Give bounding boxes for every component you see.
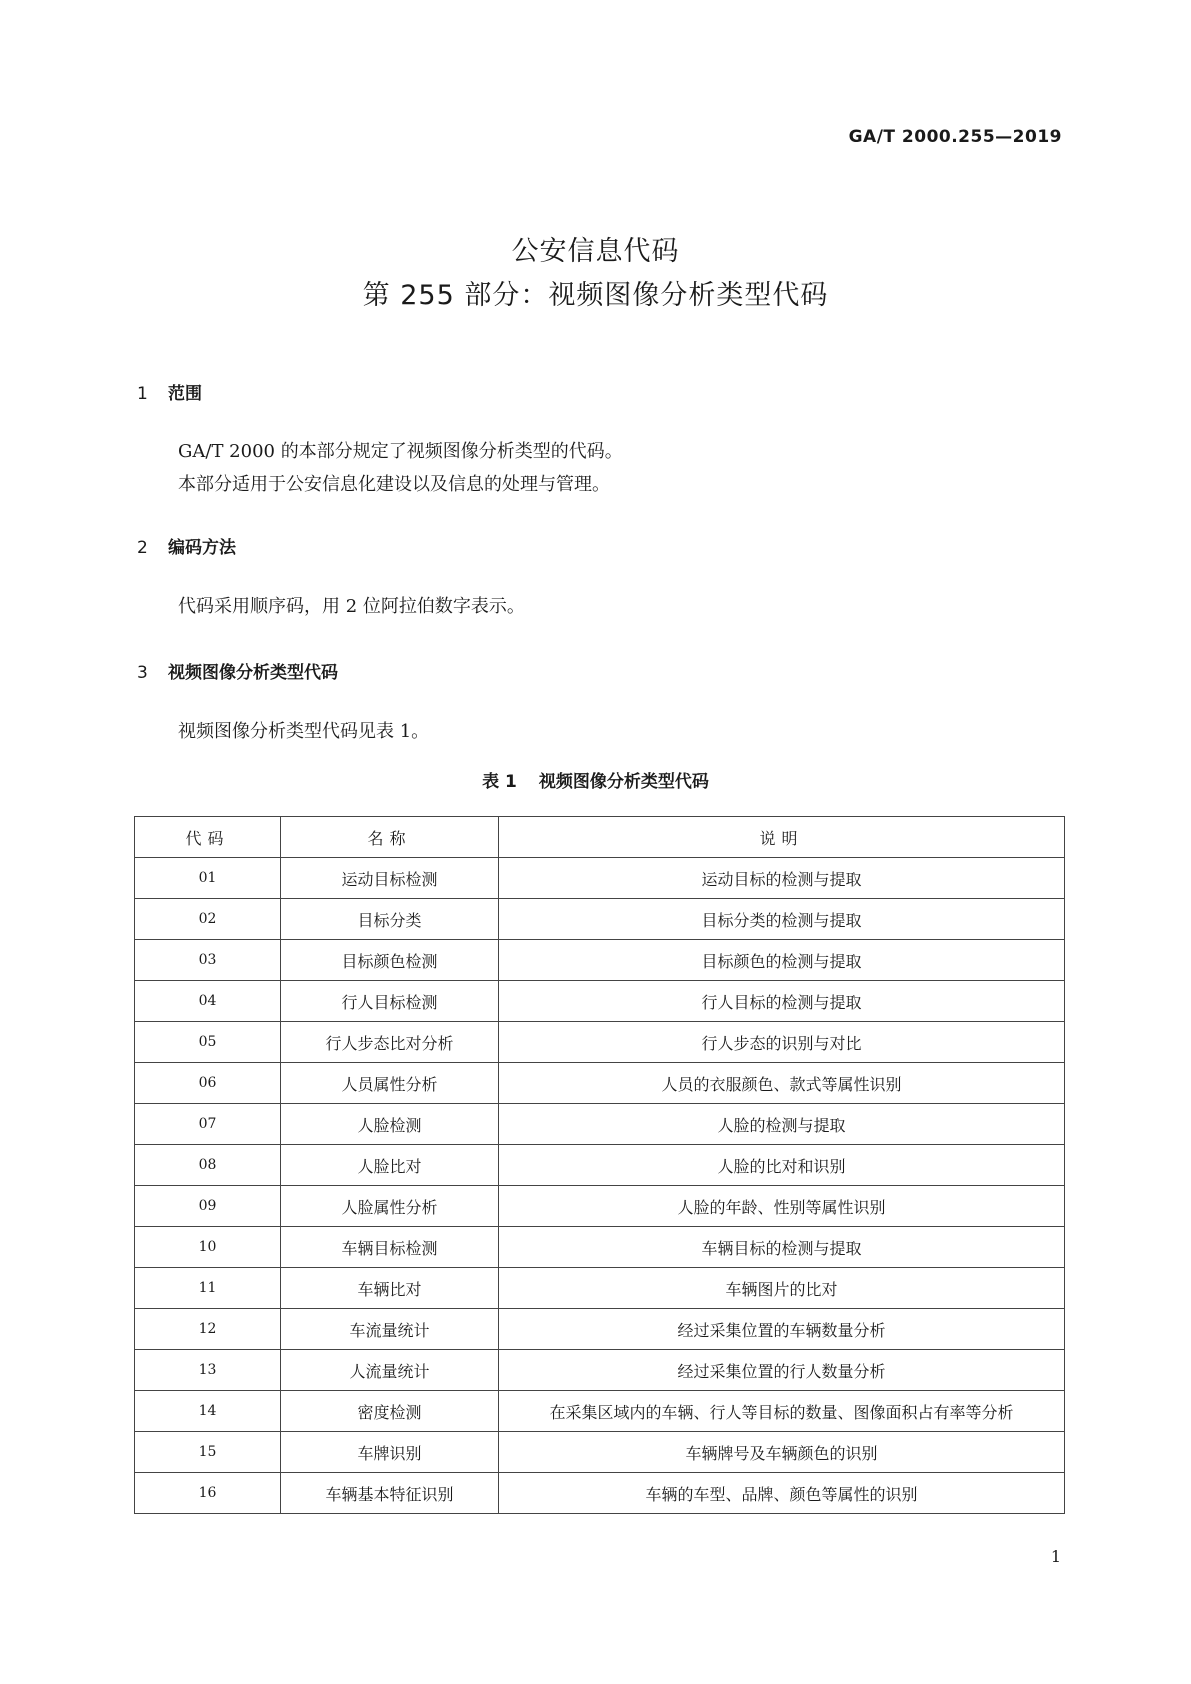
code-cell: 06	[135, 1063, 281, 1104]
code-cell: 05	[135, 1022, 281, 1063]
code-cell: 07	[135, 1104, 281, 1145]
section-number: 1	[137, 384, 148, 404]
table-row	[135, 1268, 1065, 1309]
name-cell: 人脸属性分析	[281, 1186, 499, 1227]
description-cell: 人脸的检测与提取	[499, 1104, 1065, 1145]
code-cell: 10	[135, 1227, 281, 1268]
table-row	[135, 1104, 1065, 1145]
table-row	[135, 1350, 1065, 1391]
description-cell: 行人步态的识别与对比	[499, 1022, 1065, 1063]
description-cell: 车辆的车型、品牌、颜色等属性的识别	[499, 1473, 1065, 1514]
section-title: 编码方法	[168, 538, 236, 558]
paragraph: 代码采用顺序码，用 2 位阿拉伯数字表示。	[178, 596, 525, 617]
table-row	[135, 1022, 1065, 1063]
code-cell: 11	[135, 1268, 281, 1309]
section-title: 范围	[168, 384, 202, 404]
name-cell: 行人步态比对分析	[281, 1022, 499, 1063]
description-cell: 运动目标的检测与提取	[499, 858, 1065, 899]
code-cell: 13	[135, 1350, 281, 1391]
paragraph: 视频图像分析类型代码见表 1。	[178, 721, 430, 742]
code-cell: 08	[135, 1145, 281, 1186]
name-cell: 密度检测	[281, 1391, 499, 1432]
table-row	[135, 1145, 1065, 1186]
description-cell: 目标分类的检测与提取	[499, 899, 1065, 940]
description-cell: 人脸的年龄、性别等属性识别	[499, 1186, 1065, 1227]
name-cell: 目标分类	[281, 899, 499, 940]
code-cell: 14	[135, 1391, 281, 1432]
document-subtitle: 第 255 部分：视频图像分析类型代码	[362, 280, 829, 311]
table-row	[135, 981, 1065, 1022]
paragraph: GA/T 2000 的本部分规定了视频图像分析类型的代码。	[178, 441, 623, 462]
description-cell: 目标颜色的检测与提取	[499, 940, 1065, 981]
name-cell: 车辆目标检测	[281, 1227, 499, 1268]
name-cell: 人员属性分析	[281, 1063, 499, 1104]
code-cell: 03	[135, 940, 281, 981]
document-title: 公安信息代码	[511, 236, 680, 267]
description-cell: 经过采集位置的车辆数量分析	[499, 1309, 1065, 1350]
description-cell: 车辆牌号及车辆颜色的识别	[499, 1432, 1065, 1473]
table-row	[135, 1063, 1065, 1104]
code-cell: 04	[135, 981, 281, 1022]
code-cell: 02	[135, 899, 281, 940]
table-row	[135, 1473, 1065, 1514]
section-heading-scope	[137, 379, 202, 404]
table-row	[135, 858, 1065, 899]
section-heading-coding-method	[137, 533, 236, 558]
name-cell: 车牌识别	[281, 1432, 499, 1473]
description-cell: 人员的衣服颜色、款式等属性识别	[499, 1063, 1065, 1104]
table-caption	[0, 767, 1191, 792]
table-row	[135, 1391, 1065, 1432]
name-cell: 行人目标检测	[281, 981, 499, 1022]
name-cell: 人脸比对	[281, 1145, 499, 1186]
name-cell: 车辆基本特征识别	[281, 1473, 499, 1514]
code-cell: 16	[135, 1473, 281, 1514]
table-row	[135, 1432, 1065, 1473]
code-cell: 09	[135, 1186, 281, 1227]
section-title: 视频图像分析类型代码	[168, 663, 338, 683]
name-cell: 车辆比对	[281, 1268, 499, 1309]
standard-number: GA/T 2000.255—2019	[848, 127, 1062, 147]
table-caption-number: 表 1	[482, 772, 517, 792]
section-heading-analysis-codes	[137, 658, 338, 683]
description-cell: 车辆目标的检测与提取	[499, 1227, 1065, 1268]
header-name: 名称	[281, 817, 499, 858]
name-cell: 车流量统计	[281, 1309, 499, 1350]
paragraph: 本部分适用于公安信息化建设以及信息的处理与管理。	[178, 474, 610, 495]
table-row	[135, 1227, 1065, 1268]
code-cell: 01	[135, 858, 281, 899]
description-cell: 经过采集位置的行人数量分析	[499, 1350, 1065, 1391]
table-row	[135, 899, 1065, 940]
name-cell: 目标颜色检测	[281, 940, 499, 981]
header-code: 代码	[135, 817, 281, 858]
section-number: 3	[137, 663, 148, 683]
table-row	[135, 940, 1065, 981]
header-description: 说明	[499, 817, 1065, 858]
table-row	[135, 1309, 1065, 1350]
name-cell: 人流量统计	[281, 1350, 499, 1391]
section-number: 2	[137, 538, 148, 558]
page-number: 1	[1050, 1547, 1061, 1566]
name-cell: 运动目标检测	[281, 858, 499, 899]
table-row	[135, 1186, 1065, 1227]
description-cell: 在采集区域内的车辆、行人等目标的数量、图像面积占有率等分析	[499, 1391, 1065, 1432]
table-caption-title: 视频图像分析类型代码	[538, 772, 709, 792]
code-cell: 15	[135, 1432, 281, 1473]
code-cell: 12	[135, 1309, 281, 1350]
description-cell: 车辆图片的比对	[499, 1268, 1065, 1309]
table-header-row	[135, 817, 1065, 858]
description-cell: 行人目标的检测与提取	[499, 981, 1065, 1022]
code-table	[134, 816, 1065, 1514]
name-cell: 人脸检测	[281, 1104, 499, 1145]
description-cell: 人脸的比对和识别	[499, 1145, 1065, 1186]
